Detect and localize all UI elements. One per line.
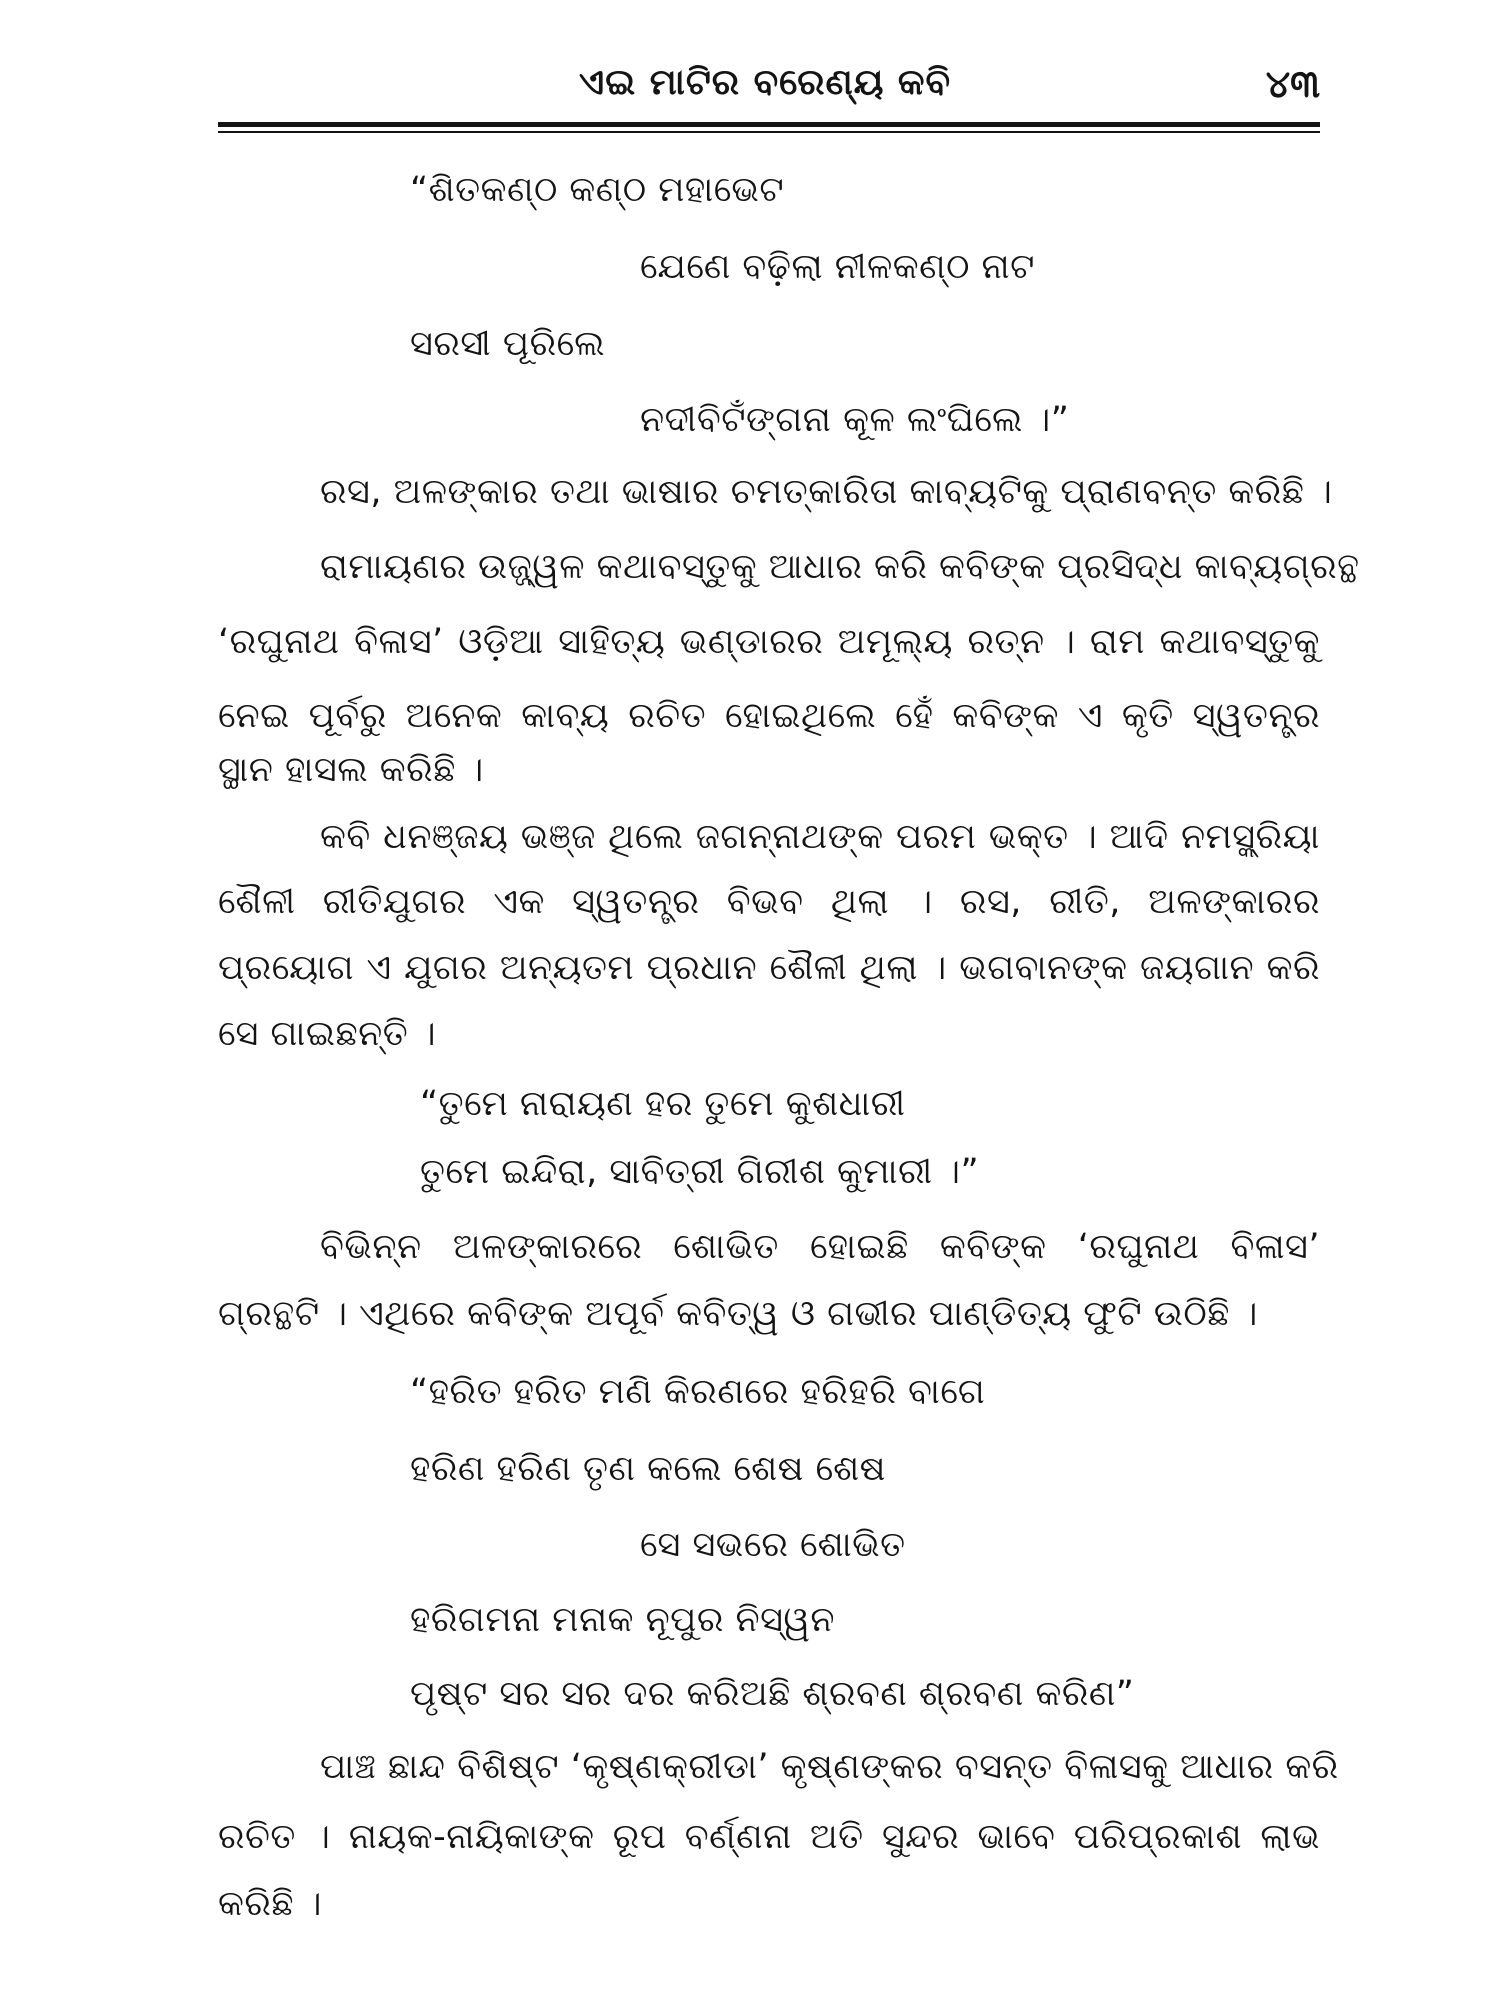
prose-line: ନେଇ ପୂର୍ବରୁ ଅନେକ କାବ୍ୟ ରଚିତ ହୋଇଥିଲେ ହେଁ କବିଙ୍କ ଏ କୃତି ସ୍ୱତନ୍ତ୍ର: [218, 696, 1320, 736]
header-rule-thick: [218, 122, 1320, 127]
header-rule-thin: [218, 131, 1320, 133]
prose-line: ବିଭିନ୍ନ ଅଳଙ୍କାରରେ ଶୋଭିତ ହୋଇଛି କବିଙ୍କ ‘ରଘୁନାଥ ବିଳାସ’: [320, 1227, 1320, 1267]
prose-line: କବି ଧନଞ୍ଜୟ ଭଞ୍ଜ ଥିଲେ ଜଗନ୍ନାଥଙ୍କ ପରମ ଭକ୍ତ । ଆଦି ନମସ୍କ୍ରିୟା: [320, 817, 1320, 857]
page-number: ୪୩: [1265, 62, 1320, 106]
verse-line: ଯେଣେ ବଢ଼ିଲା ନୀଳକଣ୍ଠ ନାଟ: [640, 247, 1035, 287]
running-header: [210, 62, 1320, 122]
prose-line: ସ୍ଥାନ ହାସଲ କରିଛି ।: [218, 750, 484, 790]
verse-line: ହରିଗମନା ମନାକ ନୂପୁର ନିସ୍ୱନ: [410, 1600, 835, 1640]
prose-line: ଶୈଳୀ ରୀତିଯୁଗର ଏକ ସ୍ୱତନ୍ତ୍ର ବିଭବ ଥିଲା । ରସ, ରୀତି, ଅଳଙ୍କାରର: [218, 882, 1320, 922]
prose-line: ରଚିତ । ନାୟକ-ନାୟିକାଙ୍କ ରୂପ ବର୍ଣ୍ଣନା ଅତି ସୁନ୍ଦର ଭାବେ ପରିପ୍ରକାଶ ଲାଭ: [218, 1817, 1320, 1857]
verse-line: “ତୁମେ ନାରାୟଣ ହର ତୁମେ କୁଶଧାରୀ: [420, 1084, 906, 1124]
prose-line: ସେ ଗାଇଛନ୍ତି ।: [218, 1014, 437, 1054]
running-header-title: ଏଇ ମାଟିର ବରେଣ୍ୟ କବି: [578, 62, 952, 103]
verse-line: ହରିଣ ହରିଣ ତୃଣ କଲେ ଶେଷ ଶେଷ: [410, 1449, 886, 1489]
prose-line: ରସ, ଅଳଙ୍କାର ତଥା ଭାଷାର ଚମତ୍କାରିତା କାବ୍ୟଟିକୁ ପ୍ରାଣବନ୍ତ କରିଛି ।: [320, 472, 1333, 512]
prose-line: ‘ରଘୁନାଥ ବିଳାସ’ ଓଡ଼ିଆ ସାହିତ୍ୟ ଭଣ୍ଡାରର ଅମୂଲ୍ୟ ରତ୍ନ । ରାମ କଥାବସ୍ତୁକୁ: [218, 622, 1320, 662]
prose-line: ପାଞ୍ଚ ଛାନ୍ଦ ବିଶିଷ୍ଟ ‘କୃଷ୍ଣକ୍ରୀଡା’ କୃଷ୍ଣଙ୍କର ବସନ୍ତ ବିଳାସକୁ ଆଧାର କରି: [320, 1747, 1339, 1787]
verse-line: ନଦୀବିଟଁଙ୍ଗନା କୂଳ ଲଂଘିଲେ ।”: [640, 400, 1070, 440]
verse-line: “ଶିତକଣ୍ଠ କଣ୍ଠ ମହାଭେଟ: [410, 170, 785, 210]
prose-line: ରାମାୟଣର ଉଜ୍ଜ୍ୱଳ କଥାବସ୍ତୁକୁ ଆଧାର କରି କବିଙ୍କ ପ୍ରସିଦ୍ଧ କାବ୍ୟଗ୍ରନ୍ଥ: [320, 547, 1360, 587]
verse-line: ସରସୀ ପୂରିଲେ: [410, 324, 606, 364]
verse-line: ପୃଷ୍ଟ ସର ସର ଦର କରିଅଛି ଶ୍ରବଣ ଶ୍ରବଣ କରିଣ”: [410, 1674, 1135, 1714]
prose-line: ପ୍ରୟୋଗ ଏ ଯୁଗର ଅନ୍ୟତମ ପ୍ରଧାନ ଶୈଳୀ ଥିଲା । ଭଗବାନଙ୍କ ଜୟଗାନ କରି: [218, 948, 1320, 988]
verse-line: ସେ ସଭରେ ଶୋଭିତ: [640, 1525, 906, 1565]
verse-line: “ହରିତ ହରିତ ମଣି କିରଣରେ ହରିହରି ବାଗେ: [410, 1372, 986, 1412]
prose-line: ଗ୍ରନ୍ଥଟି । ଏଥିରେ କବିଙ୍କ ଅପୂର୍ବ କବିତ୍ୱ ଓ ଗଭୀର ପାଣ୍ଡିତ୍ୟ ଫୁଟି ଉଠିଛି ।: [218, 1294, 1258, 1334]
verse-line: ତୁମେ ଇନ୍ଦିରା, ସାବିତ୍ରୀ ଗିରୀଶ କୁମାରୀ ।”: [420, 1152, 980, 1192]
prose-line: କରିଛି ।: [218, 1884, 322, 1924]
